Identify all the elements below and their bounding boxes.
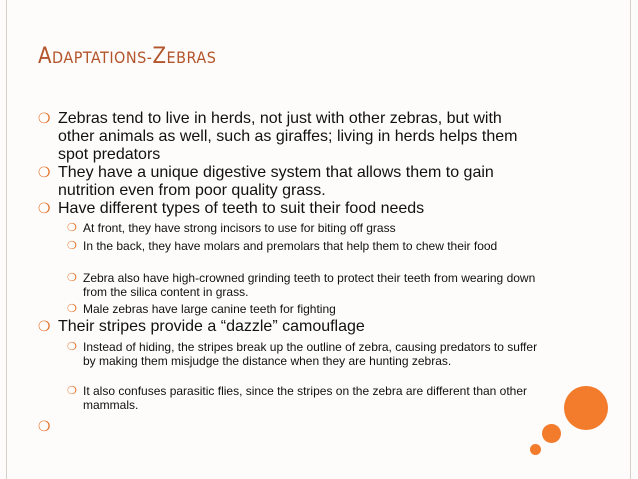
bullet-marker-icon: ❍ — [38, 419, 51, 435]
bullet-item — [38, 200, 538, 218]
title-part-2: EBRAS — [166, 48, 217, 67]
bullet-text: Their stripes provide a “dazzle” camouflage — [58, 318, 365, 335]
sub-bullet-text: In the back, they have molars and premolars that help them to chew their food — [83, 239, 498, 253]
sub-bullet-text: Instead of hiding, the stripes break up the outline of zebra, causing predators to suffer by making them misjudge the distance when they are hunting zebras. — [83, 340, 538, 368]
bullet-marker-icon: ❍ — [38, 111, 51, 127]
sub-bullet-item — [67, 302, 553, 316]
sub-bullet-item — [67, 221, 553, 235]
slide-title — [38, 44, 216, 69]
sub-bullet-text: It also confuses parasitic flies, since the stripes on the zebra are different than other mammals. — [83, 384, 528, 412]
bullet-text: Zebras tend to live in herds, not just with other zebras, but with other animals as well, such as giraffes; living in herds helps them spot predators — [58, 110, 518, 163]
sub-bullet-text: Zebra also have high-crowned grinding teeth to protect their teeth from wearing down from the silica content in grass. — [83, 271, 536, 299]
bullet-item — [38, 164, 538, 200]
sub-bullet-marker-icon: ❍ — [67, 221, 77, 234]
title-initial-a: A — [38, 44, 53, 69]
bullet-text: They have a unique digestive system that allows them to gain nutrition even from poor quality grass. — [58, 164, 494, 199]
sub-bullet-marker-icon: ❍ — [67, 239, 77, 252]
bullet-marker-icon: ❍ — [38, 201, 51, 217]
title-initial-z: Z — [152, 44, 167, 69]
bullet-marker-icon: ❍ — [38, 319, 51, 335]
decorative-circle-medium — [542, 424, 561, 443]
sub-bullet-item — [67, 239, 553, 253]
sub-bullet-item — [67, 384, 553, 412]
sub-bullet-text: At front, they have strong incisors to use for biting off grass — [83, 221, 396, 235]
sub-bullet-item — [67, 340, 553, 368]
sub-bullet-marker-icon: ❍ — [67, 340, 77, 353]
decorative-circle-large — [564, 386, 608, 430]
sub-bullet-marker-icon: ❍ — [67, 271, 77, 284]
right-rule-line — [630, 0, 631, 479]
sub-bullet-marker-icon: ❍ — [67, 384, 77, 397]
sub-bullet-marker-icon: ❍ — [67, 302, 77, 315]
bullet-marker-icon: ❍ — [38, 165, 51, 181]
sub-bullet-text: Male zebras have large canine teeth for fighting — [83, 302, 336, 316]
bullet-item — [38, 318, 538, 336]
bullet-item — [38, 110, 538, 164]
bullet-text: Have different types of teeth to suit their food needs — [58, 200, 425, 217]
sub-bullet-item — [67, 271, 553, 299]
decorative-circle-small — [530, 444, 541, 455]
title-part-1: DAPTATIONS- — [52, 48, 153, 67]
left-rule-line — [6, 0, 7, 479]
